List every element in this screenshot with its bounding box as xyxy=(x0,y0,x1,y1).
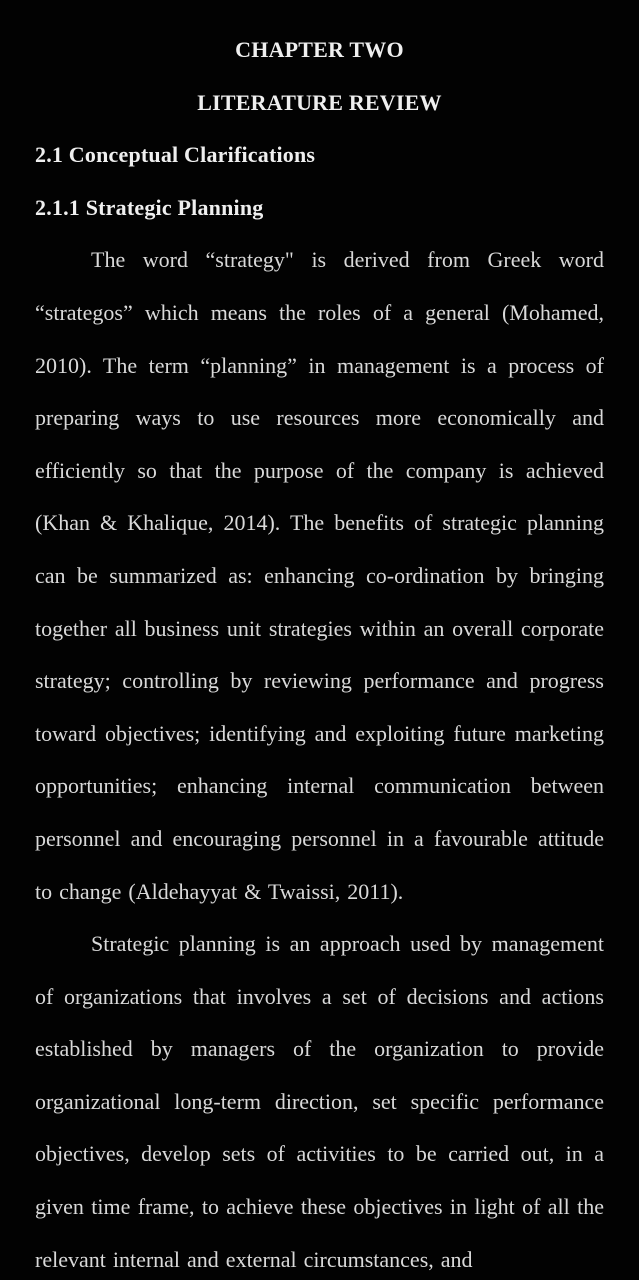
paragraph-strategy-definition: The word “strategy" is derived from Greek word “strategos” which means the roles of a general (Mohamed, 2010). The term “planning” in management is a process of preparing ways to use resources more economically and efficiently so that the purpose of the company is achieved (Khan & Khalique, 2014). The benefits of strategic planning can be summarized as: enhancing co-ordination by bringing together all business unit strategies within an overall corporate strategy; controlling by reviewing performance and progress toward objectives; identifying and exploiting future marketing opportunities; enhancing internal communication between personnel and encouraging personnel in a favourable attitude to change (Aldehayyat & Twaissi, 2011). xyxy=(35,247,604,904)
paragraph-strategic-planning-approach: Strategic planning is an approach used by management of organizations that involves a set of decisions and actions established by managers of the organization to provide organizational long-term direction, set specific performance objectives, develop sets of activities to be carried out, in a given time frame, to achieve these objectives in light of all the relevant internal and external circumstances, and xyxy=(35,931,604,1272)
chapter-title: LITERATURE REVIEW xyxy=(197,89,442,115)
subsection-heading: 2.1.1 Strategic Planning xyxy=(35,194,264,220)
chapter-heading: CHAPTER TWO xyxy=(235,37,404,62)
section-heading: 2.1 Conceptual Clarifications xyxy=(35,142,316,168)
